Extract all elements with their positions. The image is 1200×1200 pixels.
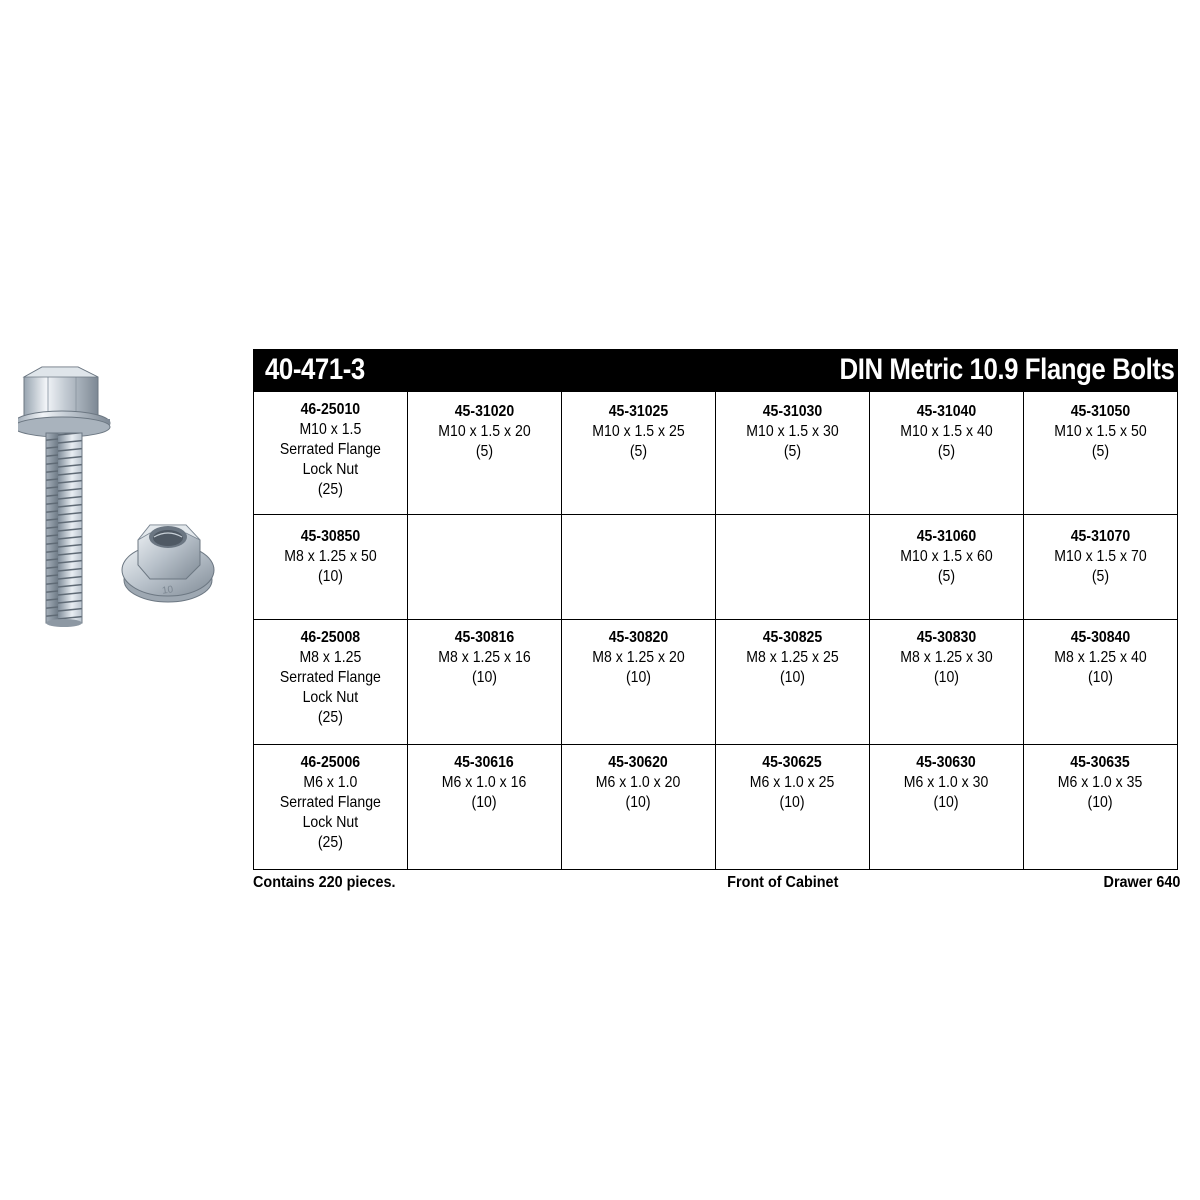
part-number: 46-25010 bbox=[300, 401, 361, 418]
part-description-line: Serrated Flange bbox=[280, 794, 381, 811]
part-description-line: (10) bbox=[779, 669, 806, 686]
piece-count: Contains 220 pieces. bbox=[253, 874, 396, 891]
part-number: 45-30830 bbox=[916, 629, 977, 646]
compartment-cell bbox=[254, 515, 408, 620]
part-description-line: (10) bbox=[933, 669, 960, 686]
compartment-cell bbox=[562, 620, 716, 745]
flange-nut-icon bbox=[122, 525, 214, 602]
part-number: 45-31070 bbox=[1070, 528, 1131, 545]
bolt-head-icon bbox=[18, 367, 110, 437]
part-description-line: (10) bbox=[1087, 669, 1114, 686]
part-description-line: Lock Nut bbox=[302, 689, 359, 706]
compartment-cell bbox=[716, 745, 870, 870]
empty-compartment-cell bbox=[408, 515, 562, 620]
part-description-line: (10) bbox=[625, 794, 652, 811]
part-description-line: M10 x 1.5 bbox=[299, 421, 362, 438]
part-description-line: (5) bbox=[1091, 443, 1110, 460]
part-number: 45-30630 bbox=[916, 754, 977, 771]
part-description-line: M10 x 1.5 x 40 bbox=[900, 423, 993, 440]
part-number: 45-30620 bbox=[608, 754, 669, 771]
compartment-cell bbox=[1024, 392, 1178, 515]
kit-title: DIN Metric 10.9 Flange Bolts bbox=[839, 353, 1174, 386]
compartment-cell bbox=[870, 620, 1024, 745]
compartment-cell bbox=[562, 392, 716, 515]
part-description-line: (5) bbox=[475, 443, 494, 460]
cabinet-orientation: Front of Cabinet bbox=[727, 874, 839, 891]
part-number: 45-30820 bbox=[608, 629, 669, 646]
part-description-line: (10) bbox=[625, 669, 652, 686]
compartment-cell bbox=[716, 620, 870, 745]
grid-row bbox=[254, 392, 1178, 515]
part-number: 46-25006 bbox=[300, 754, 361, 771]
part-number: 45-31040 bbox=[916, 403, 977, 420]
part-description-line: M10 x 1.5 x 25 bbox=[592, 423, 685, 440]
part-description-line: (10) bbox=[933, 794, 960, 811]
part-description-line: M8 x 1.25 x 50 bbox=[284, 548, 377, 565]
part-description-line: (5) bbox=[937, 568, 956, 585]
part-number: 45-31060 bbox=[916, 528, 977, 545]
part-description-line: (10) bbox=[317, 568, 344, 585]
part-description-line: (10) bbox=[779, 794, 806, 811]
drawer-number: Drawer 640 bbox=[1103, 874, 1180, 891]
compartment-cell bbox=[716, 392, 870, 515]
part-description-line: Lock Nut bbox=[302, 814, 359, 831]
part-description-line: Serrated Flange bbox=[280, 669, 381, 686]
part-number: 46-25008 bbox=[300, 629, 361, 646]
compartment-cell bbox=[408, 392, 562, 515]
part-number: 45-31030 bbox=[762, 403, 823, 420]
part-number: 45-31025 bbox=[608, 403, 669, 420]
kit-code: 40-471-3 bbox=[265, 353, 365, 386]
bolt-shaft-icon bbox=[46, 433, 82, 627]
compartment-cell bbox=[1024, 515, 1178, 620]
part-number: 45-30625 bbox=[762, 754, 823, 771]
part-description-line: M6 x 1.0 x 25 bbox=[750, 774, 835, 791]
label-footer bbox=[253, 874, 1180, 892]
part-description-line: M6 x 1.0 x 30 bbox=[904, 774, 989, 791]
grid-row bbox=[254, 620, 1178, 745]
part-description-line: (5) bbox=[783, 443, 802, 460]
compartment-cell bbox=[1024, 745, 1178, 870]
part-description-line: (10) bbox=[471, 669, 498, 686]
part-description-line: Serrated Flange bbox=[280, 441, 381, 458]
part-description-line: (25) bbox=[317, 481, 344, 498]
part-description-line: M10 x 1.5 x 20 bbox=[438, 423, 531, 440]
header-banner bbox=[253, 349, 1178, 391]
part-number: 45-30840 bbox=[1070, 629, 1131, 646]
part-description-line: M10 x 1.5 x 50 bbox=[1054, 423, 1147, 440]
compartment-cell bbox=[254, 392, 408, 515]
part-description-line: M6 x 1.0 x 20 bbox=[596, 774, 681, 791]
part-description-line: M6 x 1.0 bbox=[303, 774, 358, 791]
compartment-cell bbox=[562, 745, 716, 870]
part-description-line: M8 x 1.25 x 16 bbox=[438, 649, 531, 666]
compartment-cell bbox=[254, 620, 408, 745]
part-number: 45-30850 bbox=[300, 528, 361, 545]
part-description-line: M10 x 1.5 x 70 bbox=[1054, 548, 1147, 565]
empty-compartment-cell bbox=[562, 515, 716, 620]
empty-compartment-cell bbox=[716, 515, 870, 620]
part-number: 45-30616 bbox=[454, 754, 515, 771]
compartment-cell bbox=[254, 745, 408, 870]
compartment-cell bbox=[408, 745, 562, 870]
flange-bolt-and-nut-photo bbox=[18, 365, 248, 635]
grid-row bbox=[254, 515, 1178, 620]
part-number: 45-31050 bbox=[1070, 403, 1131, 420]
part-description-line: M10 x 1.5 x 60 bbox=[900, 548, 993, 565]
part-description-line: (5) bbox=[629, 443, 648, 460]
part-description-line: M8 x 1.25 bbox=[299, 649, 362, 666]
part-description-line: M10 x 1.5 x 30 bbox=[746, 423, 839, 440]
part-description-line: M8 x 1.25 x 30 bbox=[900, 649, 993, 666]
part-number: 45-30825 bbox=[762, 629, 823, 646]
part-number: 45-30816 bbox=[454, 629, 515, 646]
compartment-cell bbox=[870, 392, 1024, 515]
part-description-line: M8 x 1.25 x 25 bbox=[746, 649, 839, 666]
grid-row bbox=[254, 745, 1178, 870]
part-description-line: (5) bbox=[937, 443, 956, 460]
part-description-line: M8 x 1.25 x 40 bbox=[1054, 649, 1147, 666]
part-number: 45-31020 bbox=[454, 403, 515, 420]
part-description-line: M8 x 1.25 x 20 bbox=[592, 649, 685, 666]
part-description-line: M6 x 1.0 x 35 bbox=[1058, 774, 1143, 791]
nut-marking: 10 bbox=[161, 584, 174, 597]
part-description-line: M6 x 1.0 x 16 bbox=[442, 774, 527, 791]
compartment-cell bbox=[870, 745, 1024, 870]
part-number: 45-30635 bbox=[1070, 754, 1131, 771]
compartment-cell bbox=[408, 620, 562, 745]
compartment-grid bbox=[253, 391, 1178, 870]
part-description-line: (5) bbox=[1091, 568, 1110, 585]
part-description-line: (10) bbox=[471, 794, 498, 811]
drawer-label-sheet bbox=[253, 349, 1178, 892]
compartment-cell bbox=[870, 515, 1024, 620]
compartment-cell bbox=[1024, 620, 1178, 745]
part-description-line: (25) bbox=[317, 709, 344, 726]
part-description-line: (25) bbox=[317, 834, 344, 851]
part-description-line: Lock Nut bbox=[302, 461, 359, 478]
part-description-line: (10) bbox=[1087, 794, 1114, 811]
